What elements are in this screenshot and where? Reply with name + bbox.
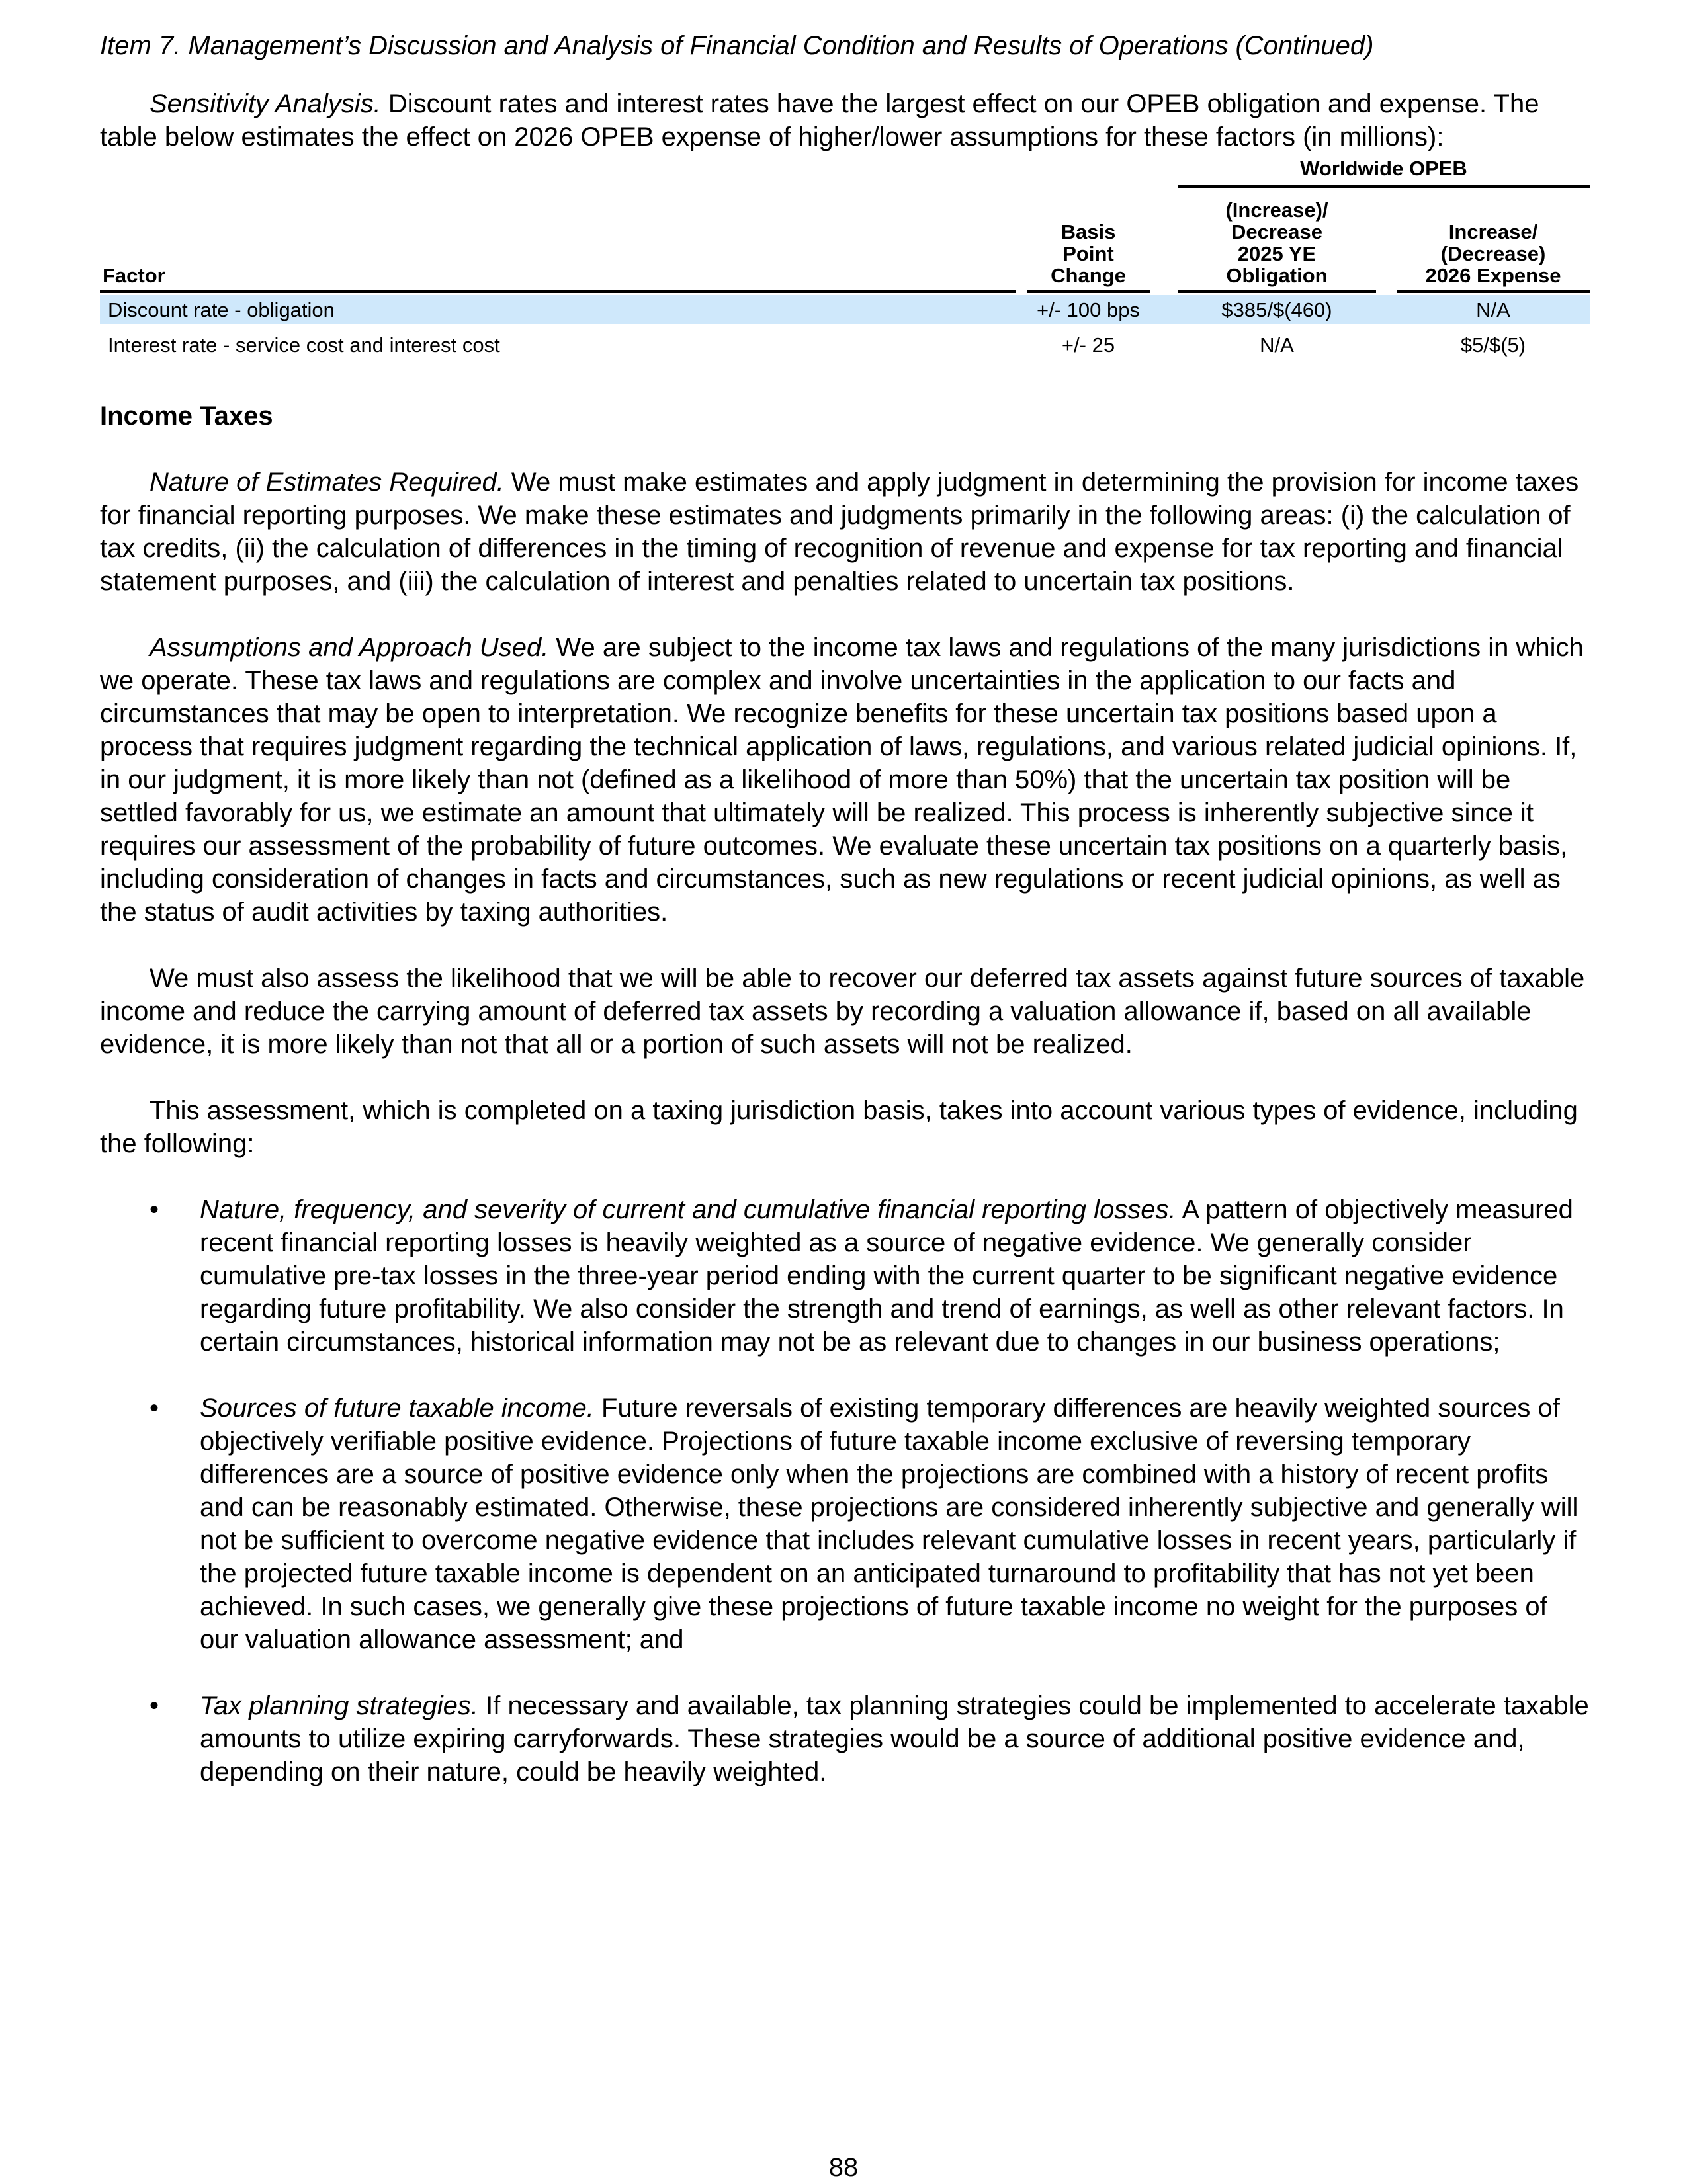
table-cell-factor: Discount rate - obligation — [108, 298, 335, 321]
col-header-basis-line2: Point — [1062, 242, 1114, 265]
section-header: Item 7. Management’s Discussion and Analysis of Financial Condition and Results of Operations (Continued) — [100, 31, 1374, 60]
nature-lead: Nature of Estimates Required. — [150, 468, 504, 497]
header-rule-obligation — [1178, 290, 1376, 293]
bullet-item-future-income — [100, 1392, 1590, 1656]
table-cell-basis: +/- 100 bps — [1037, 298, 1140, 321]
col-header-exp-line1: Increase/ — [1448, 220, 1538, 243]
assumptions-text: We are subject to the income tax laws and regulations of the many jurisdictions in which we operate. These tax laws and regulations are complex and involve uncertainties in the application to our facts and circumstances that may be open to interpretation. We recognize benefits for these uncertain tax positions based upon a process that requires judgment regarding the technical application of laws, regulations, and various related judicial opinions. If, in our judgment, it is more likely than not (defined as a likelihood of more than 50%) that the uncertain tax position will be settled favorably for us, we estimate an amount that ultimately will be realized. This process is inherently subjective since it requires our assessment of the probability of future outcomes. We evaluate these uncertain tax positions on a quarterly basis, including consideration of changes in facts and circumstances, such as new regulations or recent judicial opinions, as well as the status of audit activities by taxing authorities. — [100, 633, 1584, 927]
header-rule-basis — [1027, 290, 1150, 293]
bullet-icon: • — [150, 1691, 159, 1720]
col-header-factor: Factor — [103, 264, 165, 287]
col-header-exp-line2: (Decrease) — [1440, 242, 1546, 265]
col-header-basis-line1: Basis — [1060, 220, 1116, 243]
header-rule-expense — [1397, 290, 1590, 293]
deferred-tax-paragraph: We must also assess the likelihood that we will be able to recover our deferred tax assets against future sources of taxable income and reduce the carrying amount of deferred tax assets by recording a valuation allowance if, based on all available evidence, it is more likely than not that all or a portion of such assets will not be realized. — [100, 964, 1585, 1059]
bullet-item-losses — [100, 1193, 1590, 1359]
document-page — [100, 29, 1590, 1788]
table-cell-expense: $5/$(5) — [1460, 333, 1526, 357]
col-header-basis — [1027, 221, 1150, 286]
group-header-rule — [1178, 185, 1590, 188]
assessment-paragraph: This assessment, which is completed on a taxing jurisdiction basis, takes into account various types of evidence, including the following: — [100, 1096, 1578, 1158]
page-number: 88 — [828, 2153, 859, 2182]
bullet-text: A pattern of objectively measured recent financial reporting losses is heavily weighted as a source of negative evidence. We generally consider cumulative pre-tax losses in the three-year period ending with the current quarter to be significant negative evidence regarding future profitability. We also consider the strength and trend of earnings, as well as other relevant factors. In certain circumstances, historical information may not be as relevant due to changes in our business operations; — [200, 1195, 1573, 1357]
bullet-item-tax-planning — [100, 1689, 1590, 1788]
header-rule-factor — [100, 290, 1016, 293]
table-cell-expense: N/A — [1476, 298, 1510, 321]
bullet-lead: Tax planning strategies. — [200, 1691, 479, 1720]
bullet-lead: Sources of future taxable income. — [200, 1394, 594, 1423]
bullet-text: If necessary and available, tax planning strategies could be implemented to accelerate taxable amounts to utilize expiring carryforwards. These strategies would be a source of additional positive evidence and, depending on their nature, could be heavily weighted. — [200, 1691, 1589, 1786]
bullet-lead: Nature, frequency, and severity of current and cumulative financial reporting losses. — [200, 1195, 1176, 1224]
col-header-exp-line3: 2026 Expense — [1425, 264, 1561, 287]
col-header-oblig-line1: (Increase)/ — [1225, 198, 1328, 222]
col-header-oblig-line4: Obligation — [1226, 264, 1328, 287]
group-header: Worldwide OPEB — [1300, 157, 1467, 180]
opeb-sensitivity-table — [100, 153, 1590, 358]
income-taxes-title: Income Taxes — [100, 401, 273, 431]
bullet-icon: • — [150, 1195, 159, 1224]
nature-paragraph — [100, 466, 1590, 598]
bullet-text: Future reversals of existing temporary differences are heavily weighted sources of objectively verifiable positive evidence. Projections of future taxable income exclusive of reversing temporary differences are a source of positive evidence only when the projections are combined with a history of recent profits and can be reasonably estimated. Otherwise, these projections are considered inherently subjective and generally will not be sufficient to overcome negative evidence that includes relevant cumulative losses in recent years, particularly if the projected future taxable income is dependent on an anticipated turnaround to profitability that has not yet been achieved. In such cases, we generally give these projections of future taxable income no weight for the purposes of our valuation allowance assessment; and — [200, 1394, 1579, 1654]
col-header-basis-line3: Change — [1051, 264, 1126, 287]
table-cell-factor: Interest rate - service cost and interest cost — [108, 333, 500, 357]
sensitivity-lead: Sensitivity Analysis. — [150, 89, 381, 118]
table-cell-obligation: $385/$(460) — [1221, 298, 1332, 321]
assumptions-paragraph — [100, 631, 1590, 929]
sensitivity-text: Discount rates and interest rates have the largest effect on our OPEB obligation and expense. The table below estimates the effect on 2026 OPEB expense of higher/lower assumptions for these factors (in millions): — [100, 89, 1539, 151]
bullet-icon: • — [150, 1394, 159, 1423]
col-header-expense — [1397, 221, 1590, 286]
table-cell-obligation: N/A — [1260, 333, 1294, 357]
table-cell-basis: +/- 25 — [1061, 333, 1115, 357]
sensitivity-paragraph — [100, 87, 1590, 153]
col-header-oblig-line2: Decrease — [1231, 220, 1322, 243]
assumptions-lead: Assumptions and Approach Used. — [150, 633, 549, 662]
col-header-oblig-line3: 2025 YE — [1237, 242, 1317, 265]
nature-text: We must make estimates and apply judgment in determining the provision for income taxes for financial reporting purposes. We make these estimates and judgments primarily in the following areas: (i) the calculation of tax credits, (ii) the calculation of differences in the timing of recognition of revenue and expense for tax reporting and financial statement purposes, and (iii) the calculation of interest and penalties related to uncertain tax positions. — [100, 468, 1579, 596]
col-header-obligation — [1178, 199, 1376, 286]
